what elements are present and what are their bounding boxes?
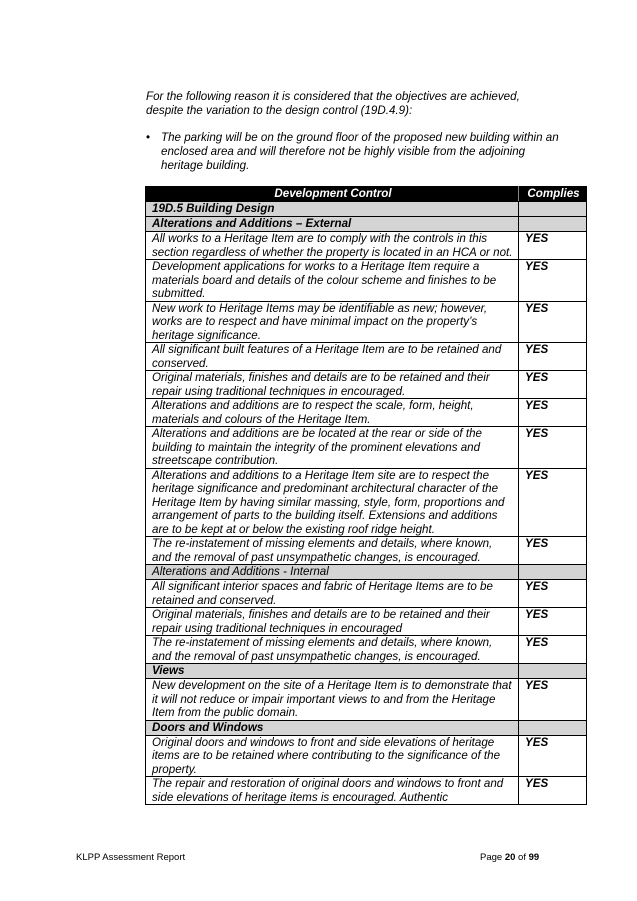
control-text: Development applications for works to a Heritage Item require a materials board and details of the colour scheme and finishes to be submitted. bbox=[146, 260, 519, 302]
section-heading-row bbox=[146, 664, 587, 679]
section-heading-row bbox=[146, 202, 587, 217]
complies-value: YES bbox=[519, 580, 587, 608]
complies-value: YES bbox=[519, 636, 587, 664]
section-heading-row bbox=[146, 565, 587, 580]
header-development-control: Development Control bbox=[146, 187, 519, 202]
complies-value: YES bbox=[519, 679, 587, 721]
bullet-text: The parking will be on the ground floor of the proposed new building within an enclosed area and will therefore not be highly visible from the adjoining heritage building. bbox=[161, 131, 559, 172]
complies-value: YES bbox=[519, 343, 587, 371]
header-complies: Complies bbox=[519, 187, 587, 202]
section-heading-blank bbox=[519, 565, 587, 580]
table-row bbox=[146, 580, 587, 608]
control-text: The re-instatement of missing elements and details, where known, and the removal of past unsympathetic changes, is encouraged. bbox=[146, 636, 519, 664]
control-text: The re-instatement of missing elements and details, where known, and the removal of past unsympathetic changes, is encouraged. bbox=[146, 537, 519, 565]
control-text: New work to Heritage Items may be identifiable as new; however, works are to respect and have minimal impact on the property’s heritage significance. bbox=[146, 301, 519, 343]
table-row bbox=[146, 608, 587, 636]
development-control-table bbox=[145, 186, 587, 805]
control-text: Original materials, finishes and details are to be retained and their repair using traditional techniques in encouraged. bbox=[146, 371, 519, 399]
complies-value: YES bbox=[519, 777, 587, 805]
complies-value: YES bbox=[519, 260, 587, 302]
complies-value: YES bbox=[519, 232, 587, 260]
table-row bbox=[146, 636, 587, 664]
control-text: New development on the site of a Heritage Item is to demonstrate that it will not reduce or impair important views to and from the Heritage Item from the public domain. bbox=[146, 679, 519, 721]
section-heading: Alterations and Additions - Internal bbox=[146, 565, 519, 580]
section-heading: Alterations and Additions – External bbox=[146, 217, 519, 232]
section-heading: 19D.5 Building Design bbox=[146, 202, 519, 217]
section-heading: Views bbox=[146, 664, 519, 679]
table-row bbox=[146, 343, 587, 371]
intro-paragraph: For the following reason it is considered that the objectives are achieved, despite the variation to the design control (19D.4.9): bbox=[146, 90, 520, 117]
section-heading: Doors and Windows bbox=[146, 720, 519, 735]
section-heading-row bbox=[146, 720, 587, 735]
complies-value: YES bbox=[519, 468, 587, 537]
section-heading-blank bbox=[519, 720, 587, 735]
complies-value: YES bbox=[519, 735, 587, 777]
control-text: All significant built features of a Heritage Item are to be retained and conserved. bbox=[146, 343, 519, 371]
table-row bbox=[146, 427, 587, 469]
table-body bbox=[146, 202, 587, 805]
section-heading-blank bbox=[519, 664, 587, 679]
footer-report-title: KLPP Assessment Report bbox=[76, 852, 186, 863]
section-heading-blank bbox=[519, 217, 587, 232]
control-text: All significant interior spaces and fabric of Heritage Items are to be retained and conserved. bbox=[146, 580, 519, 608]
table-row bbox=[146, 301, 587, 343]
table-row bbox=[146, 679, 587, 721]
complies-value: YES bbox=[519, 371, 587, 399]
control-text: Alterations and additions are be located at the rear or side of the building to maintain the integrity of the prominent elevations and streetscape contribution. bbox=[146, 427, 519, 469]
table-row bbox=[146, 260, 587, 302]
section-heading-blank bbox=[519, 202, 587, 217]
complies-value: YES bbox=[519, 608, 587, 636]
table-row bbox=[146, 371, 587, 399]
table-row bbox=[146, 399, 587, 427]
control-text: Alterations and additions are to respect the scale, form, height, materials and colours of the Heritage Item. bbox=[146, 399, 519, 427]
control-text: The repair and restoration of original doors and windows to front and side elevations of heritage items is encouraged. Authentic bbox=[146, 777, 519, 805]
control-text: Original doors and windows to front and side elevations of heritage items are to be retained where contributing to the significance of the property. bbox=[146, 735, 519, 777]
complies-value: YES bbox=[519, 537, 587, 565]
complies-value: YES bbox=[519, 427, 587, 469]
table-row bbox=[146, 735, 587, 777]
complies-value: YES bbox=[519, 399, 587, 427]
complies-value: YES bbox=[519, 301, 587, 343]
control-text: Alterations and additions to a Heritage Item site are to respect the heritage significance and predominant architectural character of the Heritage Item by having similar massing, style, form, proportions and arrangement of parts to the building itself. Extensions and additions are to be kept at or below the existing roof ridge height. bbox=[146, 468, 519, 537]
control-text: All works to a Heritage Item are to comply with the controls in this section regardless of whether the property is located in an HCA or not. bbox=[146, 232, 519, 260]
section-heading-row bbox=[146, 217, 587, 232]
table-row bbox=[146, 468, 587, 537]
footer-page-number: Page 20 of 99 bbox=[480, 852, 540, 863]
table-header-row bbox=[146, 187, 587, 202]
bullet-dot-icon: • bbox=[146, 131, 151, 144]
table-row bbox=[146, 232, 587, 260]
control-text: Original materials, finishes and details are to be retained and their repair using traditional techniques in encouraged bbox=[146, 608, 519, 636]
table-row bbox=[146, 537, 587, 565]
table-row bbox=[146, 777, 587, 805]
